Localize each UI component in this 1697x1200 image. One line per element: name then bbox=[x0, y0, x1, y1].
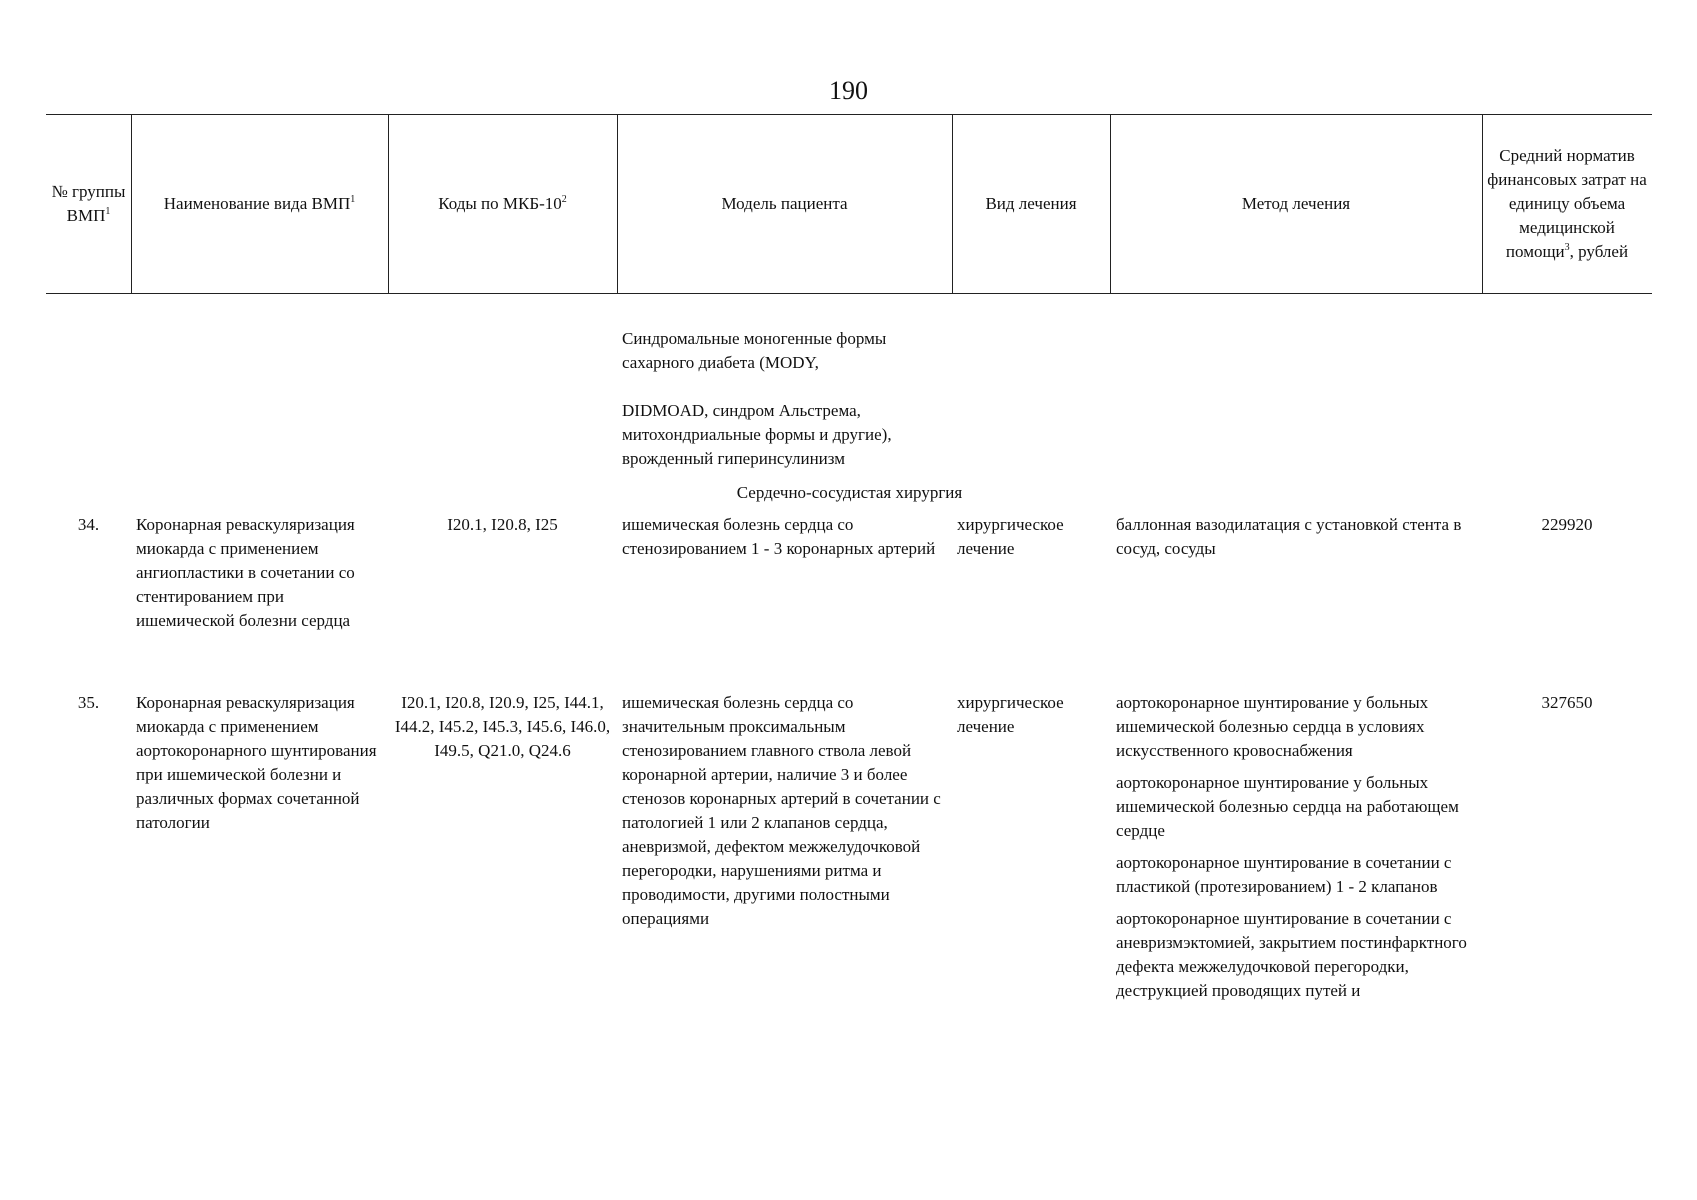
header-treatment-type: Вид лечения bbox=[985, 193, 1077, 213]
row-34-codes: I20.1, I20.8, I25 bbox=[447, 515, 558, 534]
row-34-methods bbox=[1116, 513, 1476, 569]
row-34-treatment: хирургическое лечение bbox=[957, 515, 1064, 558]
row-35-methods bbox=[1116, 691, 1476, 1011]
row-35-name: Коронарная реваскуляризация миокарда с применением аортокоронарного шунтирования при ишемической болезни и различных формах сочетанной патологии bbox=[136, 693, 377, 832]
row-35-treatment: хирургическое лечение bbox=[957, 693, 1064, 736]
continuation-line-1: Синдромальные моногенные формы сахарного диабета (MODY, bbox=[622, 329, 887, 372]
header-average-cost: Средний норматив финансовых затрат на единицу объема медицинской помощи$^3$, рублей bbox=[1487, 145, 1647, 261]
header-bottom-border bbox=[46, 293, 1652, 294]
page-number: 190 bbox=[829, 76, 868, 105]
row-35-codes: I20.1, I20.8, I20.9, I25, I44.1, I44.2, I45.2, I45.3, I45.6, I46.0, I49.5, Q21.0, Q24.6 bbox=[394, 693, 611, 760]
method-item: аортокоронарное шунтирование в сочетании с пластикой (протезированием) 1 - 2 клапанов bbox=[1116, 853, 1452, 896]
row-35-number: 35. bbox=[77, 693, 100, 712]
continuation-line-2: DIDMOAD, синдром Альстрема, митохондриальные формы и другие), врожденный гиперинсулинизм bbox=[622, 401, 892, 468]
method-item: аортокоронарное шунтирование у больных ишемической болезнью сердца в условиях искусственного кровоснабжения bbox=[1116, 693, 1429, 760]
section-title: Сердечно-сосудистая хирургия bbox=[736, 483, 963, 502]
header-group-number: № группы ВМП$^1$ bbox=[51, 181, 126, 225]
row-34-number: 34. bbox=[77, 515, 100, 534]
row-35-cost: 327650 bbox=[1541, 693, 1593, 712]
row-34-model: ишемическая болезнь сердца со стенозированием 1 - 3 коронарных артерий bbox=[622, 515, 936, 558]
method-item: аортокоронарное шунтирование в сочетании с аневризмэктомией, закрытием постинфарктного дефекта межжелудочковой перегородки, деструкцией проводящих путей и bbox=[1116, 909, 1467, 1000]
method-item: аортокоронарное шунтирование у больных ишемической болезнью сердца на работающем сердце bbox=[1116, 773, 1459, 840]
row-34-cost: 229920 bbox=[1541, 515, 1593, 534]
row-35-model: ишемическая болезнь сердца со значительным проксимальным стенозированием главного ствола левой коронарной артерии, наличие 3 и более стенозов коронарных артерий в сочетании с патологией 1 или 2 клапанов сердца, аневризмой, дефектом межжелудочковой перегородки, нарушениями ритма и проводимости, другими полостными операциями bbox=[622, 693, 941, 928]
header-icd-codes: Коды по МКБ-$10^2$ bbox=[438, 193, 567, 213]
row-34-name: Коронарная реваскуляризация миокарда с применением ангиопластики в сочетании со стентированием при ишемической болезни сердца bbox=[136, 515, 355, 630]
header-vmp-name: Наименование вида ВМП$^1$ bbox=[163, 193, 356, 213]
header-treatment-method: Метод лечения bbox=[1241, 193, 1351, 213]
header-patient-model: Модель пациента bbox=[721, 193, 848, 213]
method-item: баллонная вазодилатация с установкой стента в сосуд, сосуды bbox=[1116, 515, 1462, 558]
